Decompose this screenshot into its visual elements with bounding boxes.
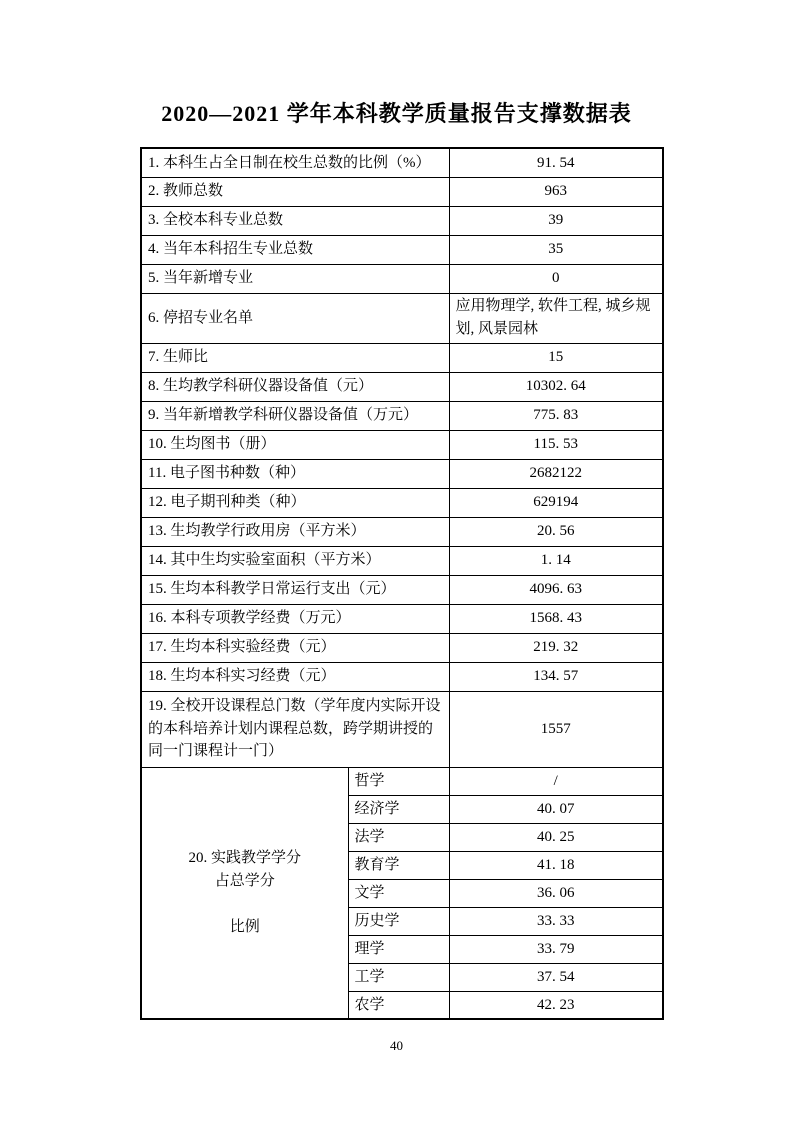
row-value: 0 <box>449 264 663 293</box>
row-label: 9. 当年新增教学科研仪器设备值（万元） <box>141 401 449 430</box>
table-row <box>141 517 663 546</box>
row20-label-line: 比例 <box>229 919 260 935</box>
row-label: 6. 停招专业名单 <box>141 293 449 343</box>
page-number: 40 <box>390 1038 403 1053</box>
discipline-label: 理学 <box>348 935 449 963</box>
row-label: 2. 教师总数 <box>141 177 449 206</box>
row-value: / <box>449 767 663 795</box>
row-value: 1. 14 <box>449 546 663 575</box>
row-value: 39 <box>449 206 663 235</box>
table-row <box>141 293 663 343</box>
table-row <box>141 662 663 691</box>
row-label: 10. 生均图书（册） <box>141 430 449 459</box>
table-row <box>141 177 663 206</box>
row-value: 37. 54 <box>449 963 663 991</box>
table-row <box>141 206 663 235</box>
row-label: 7. 生师比 <box>141 343 449 372</box>
row-label: 4. 当年本科招生专业总数 <box>141 235 449 264</box>
discipline-label: 经济学 <box>348 795 449 823</box>
table-row <box>141 604 663 633</box>
row-label: 19. 全校开设课程总门数（学年度内实际开设的本科培养计划内课程总数，跨学期讲授的同一门课程计一门） <box>141 691 449 767</box>
row-value: 15 <box>449 343 663 372</box>
row-label: 14. 其中生均实验室面积（平方米） <box>141 546 449 575</box>
row-value: 10302. 64 <box>449 372 663 401</box>
row-label: 1. 本科生占全日制在校生总数的比例（%） <box>141 148 449 177</box>
row-value: 4096. 63 <box>449 575 663 604</box>
row-label: 11. 电子图书种数（种） <box>141 459 449 488</box>
row-value: 1568. 43 <box>449 604 663 633</box>
row20-label-line: 20. 实践教学学分 <box>188 850 301 866</box>
row-value: 2682122 <box>449 459 663 488</box>
row-label: 8. 生均教学科研仪器设备值（元） <box>141 372 449 401</box>
row-label: 5. 当年新增专业 <box>141 264 449 293</box>
row-label: 12. 电子期刊种类（种） <box>141 488 449 517</box>
discipline-label: 哲学 <box>348 767 449 795</box>
row-value: 33. 79 <box>449 935 663 963</box>
row-label: 17. 生均本科实验经费（元） <box>141 633 449 662</box>
row-value: 219. 32 <box>449 633 663 662</box>
row-label: 3. 全校本科专业总数 <box>141 206 449 235</box>
table-row <box>141 148 663 177</box>
table-row <box>141 546 663 575</box>
table-row <box>141 430 663 459</box>
row-label: 18. 生均本科实习经费（元） <box>141 662 449 691</box>
table-row <box>141 235 663 264</box>
row-value: 115. 53 <box>449 430 663 459</box>
row-value: 91. 54 <box>449 148 663 177</box>
row-value: 40. 07 <box>449 795 663 823</box>
row20-label-line: 占总学分 <box>214 872 275 889</box>
report-data-table <box>140 147 664 1020</box>
row-value: 41. 18 <box>449 851 663 879</box>
row-value: 963 <box>449 177 663 206</box>
row-value: 775. 83 <box>449 401 663 430</box>
discipline-label: 工学 <box>348 963 449 991</box>
table-row <box>141 372 663 401</box>
row-label: 16. 本科专项教学经费（万元） <box>141 604 449 633</box>
table-row <box>141 767 663 795</box>
table-row <box>141 575 663 604</box>
table-row <box>141 401 663 430</box>
table-row <box>141 459 663 488</box>
discipline-label: 法学 <box>348 823 449 851</box>
row-label: 13. 生均教学行政用房（平方米） <box>141 517 449 546</box>
row-value: 36. 06 <box>449 879 663 907</box>
page-title: 2020—2021 学年本科教学质量报告支撑数据表 <box>161 101 632 126</box>
table-row <box>141 264 663 293</box>
row-value: 20. 56 <box>449 517 663 546</box>
row-value: 应用物理学, 软件工程, 城乡规划, 风景园林 <box>449 293 663 343</box>
row-value: 134. 57 <box>449 662 663 691</box>
table-row <box>141 691 663 767</box>
discipline-label: 教育学 <box>348 851 449 879</box>
row-value: 33. 33 <box>449 907 663 935</box>
discipline-label: 农学 <box>348 991 449 1019</box>
row-value: 1557 <box>449 691 663 767</box>
row-value: 629194 <box>449 488 663 517</box>
table-row <box>141 343 663 372</box>
table-row <box>141 633 663 662</box>
discipline-label: 文学 <box>348 879 449 907</box>
row20-group-label <box>141 767 348 1019</box>
discipline-label: 历史学 <box>348 907 449 935</box>
row-value: 35 <box>449 235 663 264</box>
row-value: 40. 25 <box>449 823 663 851</box>
row-value: 42. 23 <box>449 991 663 1019</box>
table-row <box>141 488 663 517</box>
row-label: 15. 生均本科教学日常运行支出（元） <box>141 575 449 604</box>
